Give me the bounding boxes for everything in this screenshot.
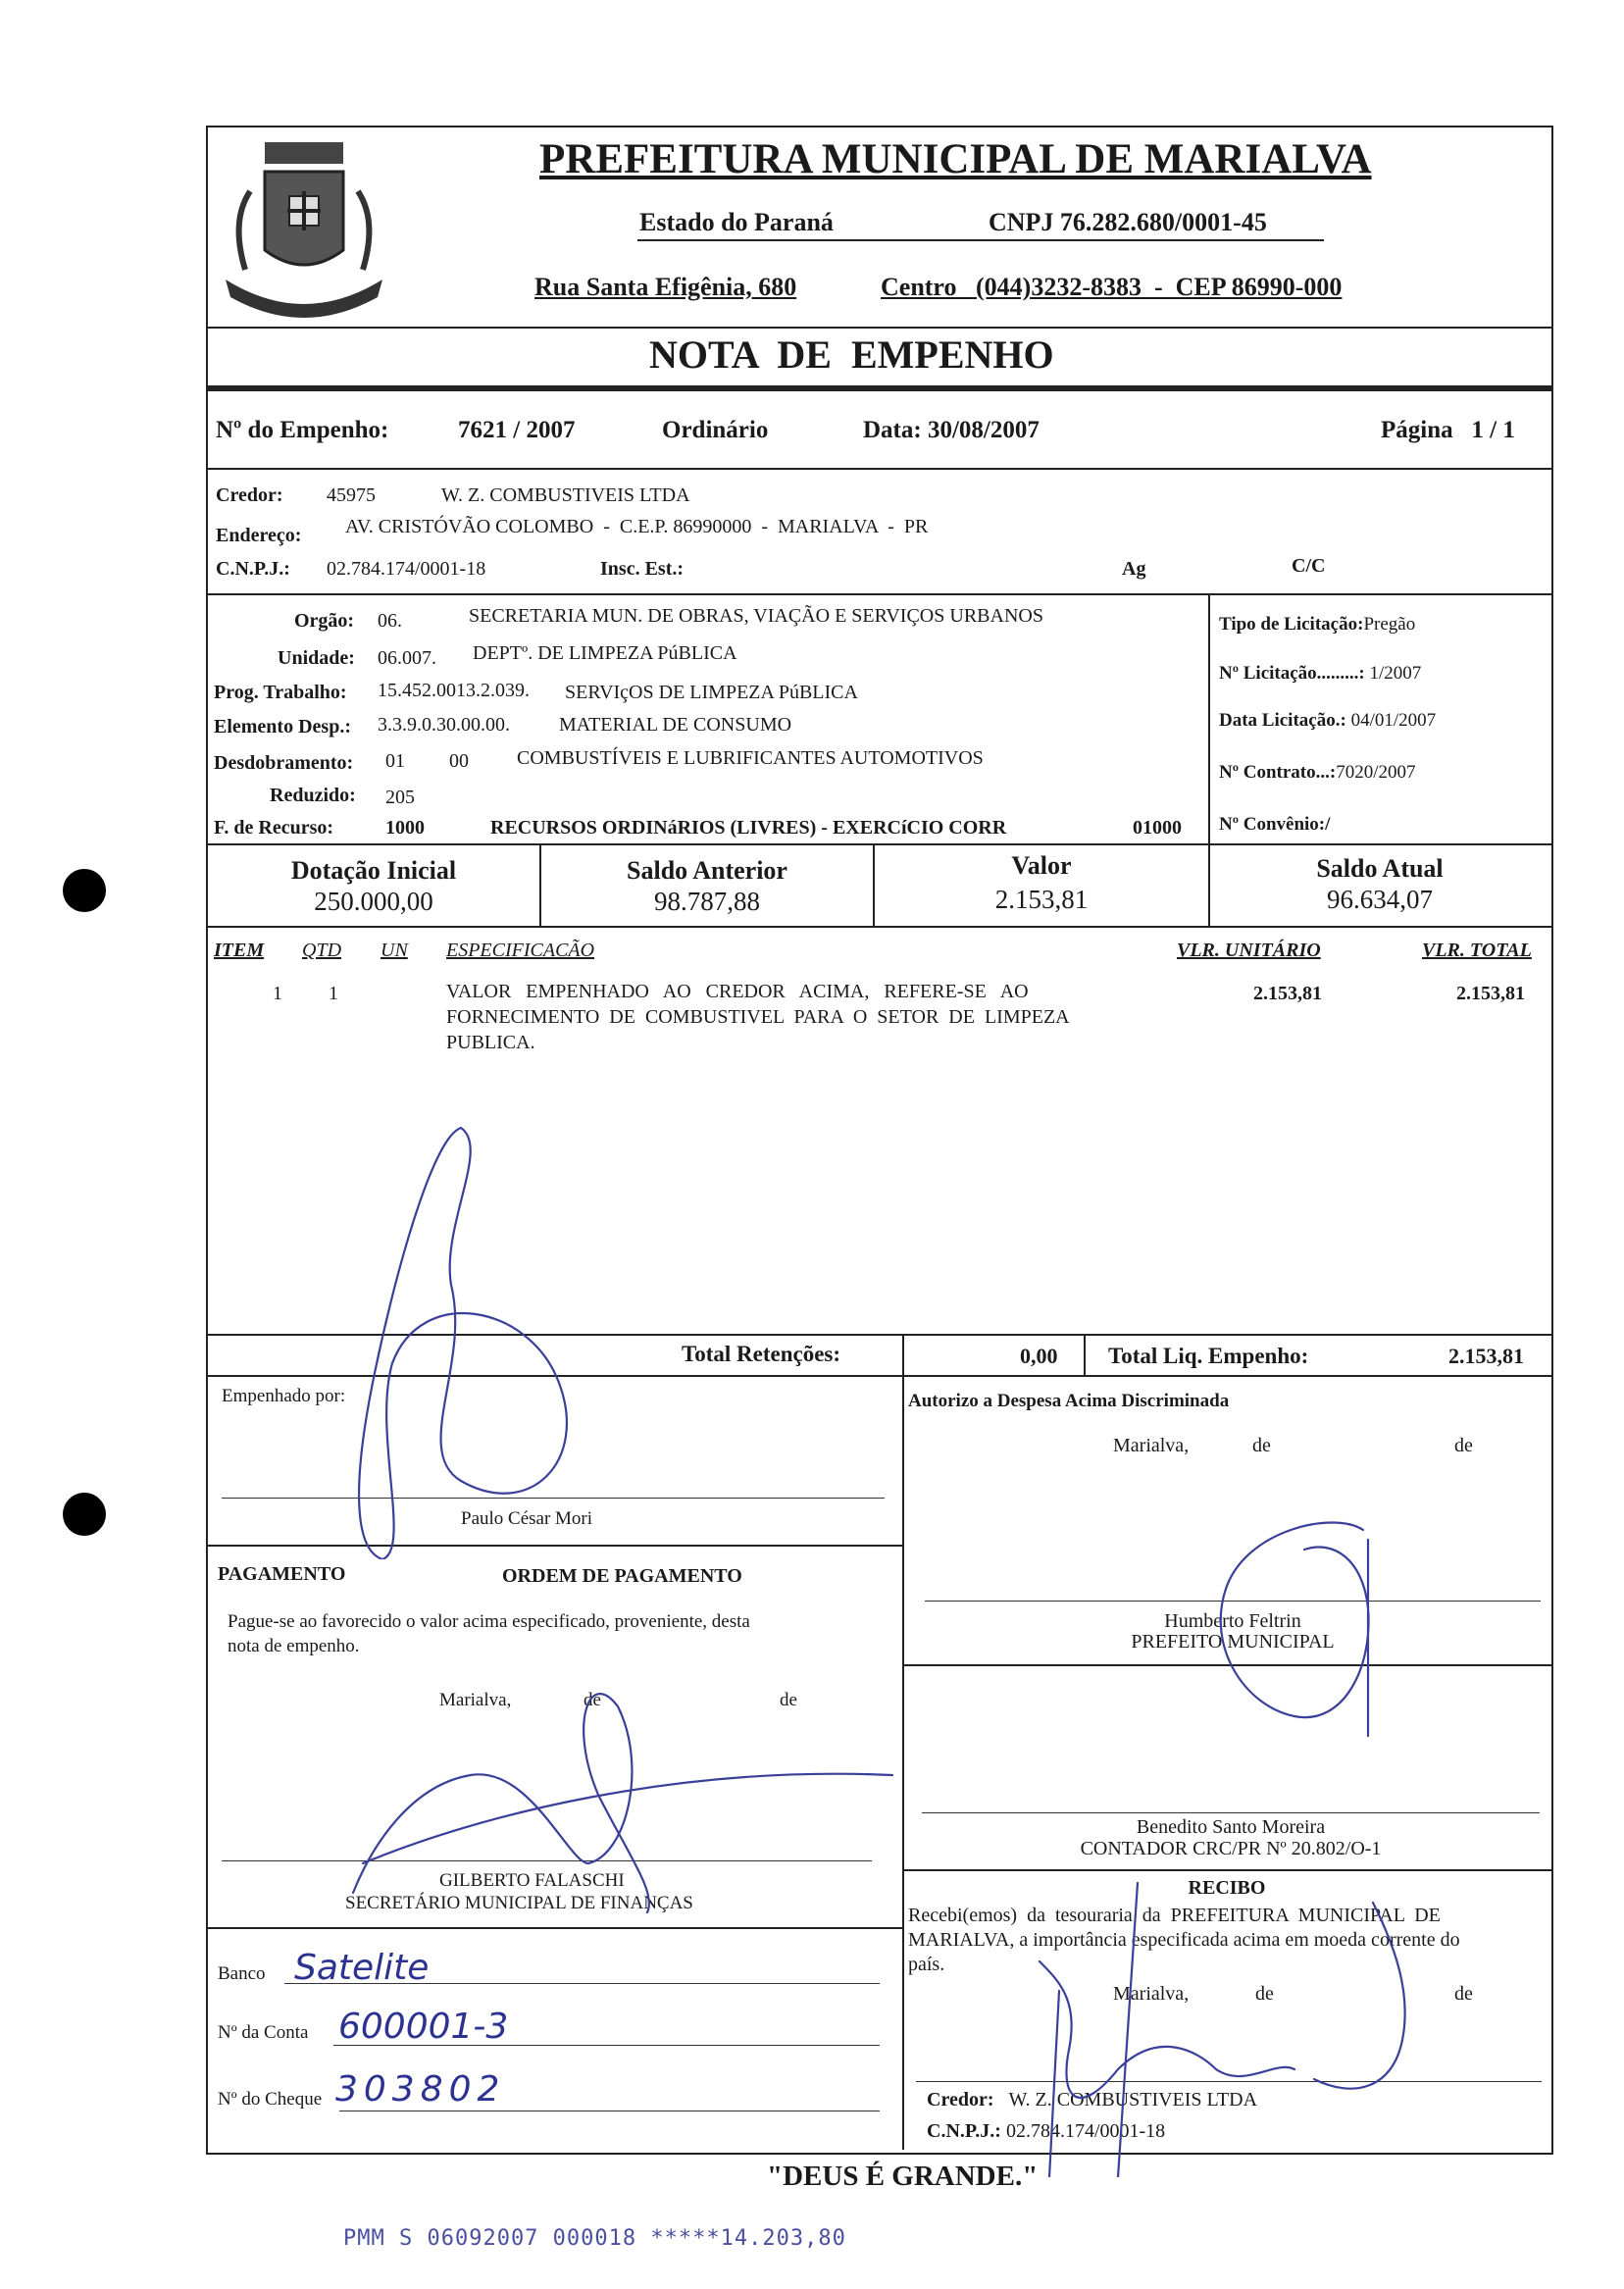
divider xyxy=(206,1334,1551,1336)
empenho-page: Página 1 / 1 xyxy=(1381,417,1515,443)
divider-vertical xyxy=(1084,1334,1086,1375)
licitacao-num-value: 1/2007 xyxy=(1369,663,1422,684)
licitacao-data-value: 04/01/2007 xyxy=(1350,710,1437,731)
header-cnpj: CNPJ 76.282.680/0001-45 xyxy=(989,208,1267,236)
seal-text: MARIALVA xyxy=(281,280,354,294)
signature-line xyxy=(916,2081,1542,2082)
item-espec-line3: PUBLICA. xyxy=(446,1032,535,1053)
recurso-label: F. de Recurso: xyxy=(214,817,334,839)
item-qtd: 1 xyxy=(329,983,338,1004)
autorizo-de1: de xyxy=(1252,1435,1271,1456)
unidade-name: DEPTº. DE LIMPEZA PúBLICA xyxy=(473,642,737,664)
empenho-type: Ordinário xyxy=(662,417,769,443)
items-header-item: ITEM xyxy=(214,940,265,961)
item-vlr-unit: 2.153,81 xyxy=(1253,983,1322,1004)
valor-label: Valor xyxy=(1011,851,1072,880)
licitacao-data xyxy=(1219,710,1436,732)
credor-name: W. Z. COMBUSTIVEIS LTDA xyxy=(441,484,690,506)
signature-line xyxy=(222,1498,885,1499)
doc-title: NOTA DE EMPENHO xyxy=(649,332,1054,377)
contador-name: Benedito Santo Moreira xyxy=(1136,1816,1326,1838)
header-title: PREFEITURA MUNICIPAL DE MARIALVA xyxy=(539,136,1372,182)
divider-vertical xyxy=(902,1375,904,2150)
divider xyxy=(902,1664,1551,1666)
pagamento-title: ORDEM DE PAGAMENTO xyxy=(502,1565,742,1587)
orgao-label: Orgão: xyxy=(294,610,355,632)
total-retencoes-label: Total Retenções: xyxy=(682,1342,841,1366)
autorizo-role: PREFEITO MUNICIPAL xyxy=(1131,1631,1335,1653)
punch-hole-bottom xyxy=(63,1493,106,1536)
valor-value: 2.153,81 xyxy=(994,885,1089,914)
item-espec-line1: VALOR EMPENHADO AO CREDOR ACIMA, REFERE-SE AO xyxy=(446,981,1029,1002)
recibo-de2: de xyxy=(1454,1983,1473,2005)
licitacao-tipo-value: Pregão xyxy=(1363,614,1416,635)
divider xyxy=(206,327,1551,329)
divider xyxy=(206,468,1551,470)
orgao-code: 06. xyxy=(378,610,402,632)
field-line xyxy=(284,1983,880,1984)
divider xyxy=(206,593,1551,595)
punch-hole-top xyxy=(63,869,106,912)
autorizo-label: Autorizo a Despesa Acima Discriminada xyxy=(908,1391,1230,1411)
pagamento-text-line1: Pague-se ao favorecido o valor acima especificado, proveniente, desta xyxy=(228,1611,750,1632)
empenho-label: Nº do Empenho: xyxy=(216,417,389,443)
credor-code: 45975 xyxy=(327,484,376,506)
empenho-date: Data: 30/08/2007 xyxy=(863,417,1040,443)
divider xyxy=(902,1869,1551,1871)
header-state: Estado do Paraná xyxy=(639,208,834,236)
credor-label: Credor: xyxy=(216,484,283,506)
orgao-name: SECRETARIA MUN. DE OBRAS, VIAÇÃO E SERVIÇOS URBANOS xyxy=(469,605,1043,627)
empenhado-label: Empenhado por: xyxy=(222,1386,346,1406)
items-header-un: UN xyxy=(381,940,408,961)
field-line xyxy=(333,2045,880,2046)
unidade-label: Unidade: xyxy=(278,647,355,669)
item-number: 1 xyxy=(273,983,282,1004)
conta-value: 600001-3 xyxy=(338,2007,509,2047)
header-underline-1 xyxy=(637,239,1324,241)
desdob-name: COMBUSTÍVEIS E LUBRIFICANTES AUTOMOTIVOS xyxy=(517,747,984,769)
recibo-credor xyxy=(927,2089,1257,2111)
conta-label: Nº da Conta xyxy=(218,2022,309,2043)
credor-address: AV. CRISTÓVÃO COLOMBO - C.E.P. 86990000 - MARIALVA - PR xyxy=(345,516,929,537)
desdob-code1: 01 xyxy=(385,750,405,772)
licitacao-contrato-value: 7020/2007 xyxy=(1336,762,1416,783)
prog-name: SERVIçOS DE LIMPEZA PúBLICA xyxy=(565,682,858,703)
pagamento-text-line2: nota de empenho. xyxy=(228,1636,360,1656)
autorizo-name: Humberto Feltrin xyxy=(1164,1610,1301,1632)
licitacao-tipo xyxy=(1219,614,1415,636)
divider xyxy=(206,1927,902,1929)
divider xyxy=(206,926,1551,928)
divider xyxy=(206,1545,902,1547)
empenhado-name: Paulo César Mori xyxy=(461,1508,593,1529)
elemento-label: Elemento Desp.: xyxy=(214,716,351,738)
saldo-dotacao-label: Dotação Inicial xyxy=(290,856,457,885)
items-header-espec: ESPECIFICACÃO xyxy=(446,940,595,961)
credor-cnpj: 02.784.174/0001-18 xyxy=(327,558,486,580)
pagamento-de2: de xyxy=(780,1690,797,1710)
signature-line xyxy=(222,1860,872,1861)
recibo-cnpj-value: 02.784.174/0001-18 xyxy=(1005,2120,1166,2142)
recibo-text-line2: MARIALVA, a importância especificada acima em moeda corrente do xyxy=(908,1929,1460,1951)
divider-vertical xyxy=(902,1334,904,1375)
licitacao-contrato-label: Nº Contrato...: xyxy=(1219,762,1337,783)
item-espec-line2: FORNECIMENTO DE COMBUSTIVEL PARA O SETOR DE LIMPEZA xyxy=(446,1006,1070,1028)
recibo-text-line1: Recebi(emos) da tesouraria da PREFEITURA MUNICIPAL DE xyxy=(908,1905,1441,1926)
recibo-cnpj xyxy=(927,2120,1165,2143)
footer-stamp: PMM S 06092007 000018 *****14.203,80 xyxy=(343,2226,846,2251)
autorizo-de2: de xyxy=(1454,1435,1473,1456)
contador-role: CONTADOR CRC/PR Nº 20.802/O-1 xyxy=(1080,1838,1382,1859)
licitacao-tipo-label: Tipo de Licitação: xyxy=(1219,614,1364,635)
prog-label: Prog. Trabalho: xyxy=(214,682,347,703)
recibo-title: RECIBO xyxy=(1188,1877,1266,1899)
items-header-qtd: QTD xyxy=(302,940,342,961)
desdob-label: Desdobramento: xyxy=(214,752,354,774)
saldo-atual-label: Saldo Atual xyxy=(1316,854,1444,883)
total-liquido-value: 2.153,81 xyxy=(1448,1344,1524,1368)
recibo-city: Marialva, xyxy=(1113,1983,1190,2005)
elemento-name: MATERIAL DE CONSUMO xyxy=(559,714,792,736)
recibo-credor-name: W. Z. COMBUSTIVEIS LTDA xyxy=(1008,2089,1258,2111)
saldo-anterior-label: Saldo Anterior xyxy=(627,856,787,885)
item-vlr-total: 2.153,81 xyxy=(1456,983,1525,1004)
saldo-atual-value: 96.634,07 xyxy=(1327,885,1433,914)
desdob-code2: 00 xyxy=(449,750,469,772)
divider xyxy=(206,1375,1551,1377)
credor-cnpj-label: C.N.P.J.: xyxy=(216,558,290,580)
pagamento-de1: de xyxy=(584,1690,601,1710)
saldo-anterior-value: 98.787,88 xyxy=(654,887,760,916)
recibo-text-line3: país. xyxy=(908,1954,945,1975)
credor-cc-label: C/C xyxy=(1292,555,1326,577)
footer-motto: "DEUS É GRANDE." xyxy=(767,2161,1039,2192)
prog-code: 15.452.0013.2.039. xyxy=(378,680,530,701)
recurso-name: RECURSOS ORDINáRIOS (LIVRES) - EXERCíCIO CORR xyxy=(490,817,1007,839)
recibo-credor-label: Credor: xyxy=(927,2089,994,2111)
pagamento-role: SECRETÁRIO MUNICIPAL DE FINANÇAS xyxy=(345,1893,693,1913)
pagamento-label: PAGAMENTO xyxy=(218,1563,346,1585)
items-header-vlr-total: VLR. TOTAL xyxy=(1422,940,1532,961)
header-contact: Centro (044)3232-8383 - CEP 86990-000 xyxy=(881,273,1343,301)
items-header-vlr-unit: VLR. UNITÁRIO xyxy=(1177,940,1321,961)
recurso-num: 01000 xyxy=(1133,817,1182,839)
licitacao-contrato xyxy=(1219,762,1415,784)
autorizo-city: Marialva, xyxy=(1113,1435,1190,1456)
empenho-number: 7621 / 2007 xyxy=(458,417,576,443)
licitacao-num-label: Nº Licitação.........: xyxy=(1219,663,1365,684)
credor-ag-label: Ag xyxy=(1122,558,1146,580)
reduzido-label: Reduzido: xyxy=(270,785,356,806)
pagamento-name: GILBERTO FALASCHI xyxy=(439,1870,625,1891)
signature-line xyxy=(922,1812,1540,1813)
recibo-de1: de xyxy=(1255,1983,1274,2005)
saldo-dotacao-value: 250.000,00 xyxy=(314,887,433,916)
unidade-code: 06.007. xyxy=(378,647,436,669)
recibo-cnpj-label: C.N.P.J.: xyxy=(927,2120,1001,2142)
elemento-code: 3.3.9.0.30.00.00. xyxy=(378,714,510,736)
credor-insc-label: Insc. Est.: xyxy=(600,558,685,580)
banco-value: Satelite xyxy=(294,1948,430,1988)
total-retencoes-value: 0,00 xyxy=(1020,1344,1058,1368)
reduzido-value: 205 xyxy=(385,787,415,808)
divider-thick xyxy=(206,385,1551,391)
licitacao-data-label: Data Licitação.: xyxy=(1219,710,1346,731)
divider xyxy=(206,843,1551,845)
cheque-value: 303802 xyxy=(335,2069,506,2110)
municipal-seal xyxy=(211,132,397,324)
licitacao-num xyxy=(1219,663,1421,685)
licitacao-convenio: Nº Convênio:/ xyxy=(1219,814,1331,835)
total-liquido-label: Total Liq. Empenho: xyxy=(1108,1344,1309,1368)
signature-line xyxy=(925,1601,1541,1602)
pagamento-city: Marialva, xyxy=(439,1690,512,1710)
divider-vertical xyxy=(1208,593,1210,843)
header-address: Rua Santa Efigênia, 680 xyxy=(534,273,797,301)
recurso-code: 1000 xyxy=(385,817,425,839)
credor-address-label: Endereço: xyxy=(216,525,302,546)
cheque-label: Nº do Cheque xyxy=(218,2089,323,2110)
banco-label: Banco xyxy=(218,1963,266,1984)
